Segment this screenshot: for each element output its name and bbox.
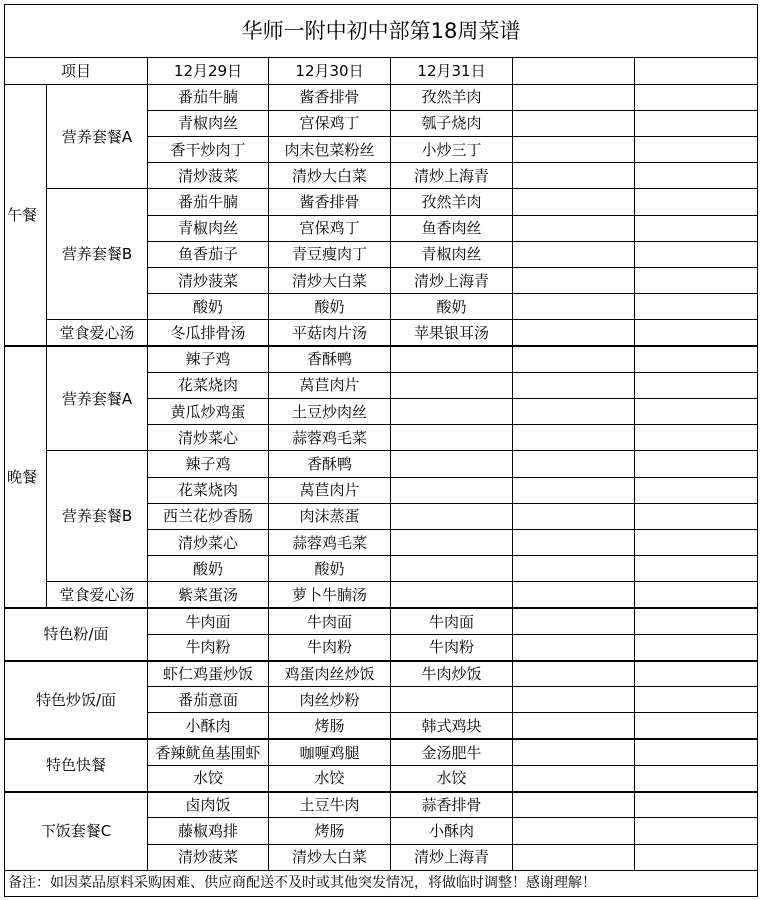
empty-cell (513, 556, 635, 582)
table-row (5, 5, 758, 58)
dish-cell: 土豆牛肉 (269, 792, 391, 818)
empty-cell (635, 765, 758, 791)
dish-cell: 小炒三丁 (391, 137, 513, 163)
section-label: 特色炒饭/面 (5, 661, 148, 740)
header-date: 12月29日 (148, 58, 269, 84)
empty-cell (513, 530, 635, 556)
dish-cell (391, 346, 513, 372)
empty-cell (635, 451, 758, 477)
dish-cell: 清炒大白菜 (269, 268, 391, 294)
table-row (5, 739, 758, 765)
dish-cell: 紫菜蛋汤 (148, 582, 269, 608)
empty-cell (513, 425, 635, 451)
dish-cell: 香干炒肉丁 (148, 137, 269, 163)
table-row (5, 58, 758, 84)
dish-cell: 牛肉炒饭 (391, 661, 513, 687)
dish-cell: 宫保鸡丁 (269, 110, 391, 136)
dish-cell: 青豆瘦肉丁 (269, 241, 391, 267)
dish-cell: 平菇肉片汤 (269, 320, 391, 346)
dish-cell: 藤椒鸡排 (148, 818, 269, 844)
empty-cell (635, 163, 758, 189)
table-row (5, 608, 758, 634)
header-date: 12月30日 (269, 58, 391, 84)
dish-cell: 牛肉粉 (269, 634, 391, 660)
section-label: 特色快餐 (5, 739, 148, 791)
dish-cell: 酸奶 (269, 294, 391, 320)
empty-cell (513, 320, 635, 346)
dish-cell: 鱼香肉丝 (391, 215, 513, 241)
dish-cell: 番茄牛腩 (148, 84, 269, 110)
empty-cell (635, 346, 758, 372)
dish-cell: 牛肉粉 (391, 634, 513, 660)
dish-cell: 牛肉面 (148, 608, 269, 634)
dish-cell: 香辣鱿鱼基围虾 (148, 739, 269, 765)
empty-cell (513, 661, 635, 687)
dish-cell: 瓠子烧肉 (391, 110, 513, 136)
empty-cell (635, 713, 758, 739)
set-label: 营养套餐A (47, 346, 148, 451)
weekly-menu-table (4, 4, 758, 897)
dish-cell: 酸奶 (269, 556, 391, 582)
header-date: 12月31日 (391, 58, 513, 84)
dish-cell: 虾仁鸡蛋炒饭 (148, 661, 269, 687)
empty-cell (513, 818, 635, 844)
table-row (5, 870, 758, 896)
dinner-label: 晚餐 (5, 346, 47, 608)
dish-cell (391, 687, 513, 713)
empty-cell (635, 399, 758, 425)
dish-cell: 牛肉粉 (148, 634, 269, 660)
empty-cell (513, 503, 635, 529)
dish-cell: 蒜蓉鸡毛菜 (269, 425, 391, 451)
dish-cell: 清炒菠菜 (148, 268, 269, 294)
dish-cell: 酱香排骨 (269, 189, 391, 215)
empty-cell (513, 215, 635, 241)
dish-cell: 烤肠 (269, 818, 391, 844)
table-row (5, 346, 758, 372)
table-row (5, 792, 758, 818)
dish-cell: 清炒上海青 (391, 163, 513, 189)
dish-cell: 青椒肉丝 (148, 215, 269, 241)
dish-cell: 辣子鸡 (148, 451, 269, 477)
dish-cell: 孜然羊肉 (391, 84, 513, 110)
empty-cell (635, 582, 758, 608)
dish-cell (391, 399, 513, 425)
empty-cell (513, 739, 635, 765)
empty-cell (635, 84, 758, 110)
dish-cell: 酸奶 (148, 556, 269, 582)
lunch-label: 午餐 (5, 84, 47, 346)
table-row (5, 320, 758, 346)
dish-cell: 清炒菠菜 (148, 844, 269, 870)
dish-cell: 青椒肉丝 (391, 241, 513, 267)
dish-cell: 孜然羊肉 (391, 189, 513, 215)
empty-cell (513, 372, 635, 398)
dish-cell: 水饺 (148, 765, 269, 791)
header-date (513, 58, 635, 84)
dish-cell: 青椒肉丝 (148, 110, 269, 136)
empty-cell (513, 687, 635, 713)
empty-cell (513, 477, 635, 503)
dish-cell: 牛肉面 (269, 608, 391, 634)
footnote: 备注：如因菜品原料采购困难、供应商配送不及时或其他突发情况，将做临时调整！感谢理解！ (5, 870, 758, 896)
dish-cell: 清炒大白菜 (269, 844, 391, 870)
dish-cell: 酸奶 (148, 294, 269, 320)
table-row (5, 451, 758, 477)
empty-cell (513, 582, 635, 608)
dish-cell: 肉丝炒粉 (269, 687, 391, 713)
dish-cell: 香酥鸭 (269, 346, 391, 372)
header-date (635, 58, 758, 84)
empty-cell (513, 163, 635, 189)
empty-cell (635, 792, 758, 818)
page-title: 华师一附中初中部第18周菜谱 (5, 5, 758, 58)
dish-cell: 清炒上海青 (391, 268, 513, 294)
empty-cell (635, 189, 758, 215)
empty-cell (635, 110, 758, 136)
set-label: 营养套餐A (47, 84, 148, 189)
empty-cell (635, 739, 758, 765)
empty-cell (635, 477, 758, 503)
dish-cell: 花菜烧肉 (148, 477, 269, 503)
empty-cell (513, 84, 635, 110)
dish-cell: 小酥肉 (148, 713, 269, 739)
dish-cell: 黄瓜炒鸡蛋 (148, 399, 269, 425)
dish-cell: 莴苣肉片 (269, 372, 391, 398)
dish-cell: 水饺 (391, 765, 513, 791)
dish-cell: 卤肉饭 (148, 792, 269, 818)
table-row (5, 582, 758, 608)
empty-cell (513, 189, 635, 215)
section-label: 特色粉/面 (5, 608, 148, 660)
empty-cell (513, 137, 635, 163)
empty-cell (513, 241, 635, 267)
section-label: 下饭套餐C (5, 792, 148, 871)
dish-cell: 肉末包菜粉丝 (269, 137, 391, 163)
soup-label: 堂食爱心汤 (47, 320, 148, 346)
empty-cell (635, 634, 758, 660)
empty-cell (635, 503, 758, 529)
dish-cell: 冬瓜排骨汤 (148, 320, 269, 346)
empty-cell (635, 320, 758, 346)
dish-cell (391, 372, 513, 398)
empty-cell (635, 687, 758, 713)
dish-cell (391, 451, 513, 477)
empty-cell (513, 792, 635, 818)
dish-cell: 酸奶 (391, 294, 513, 320)
dish-cell: 苹果银耳汤 (391, 320, 513, 346)
empty-cell (513, 634, 635, 660)
table-row (5, 189, 758, 215)
dish-cell (391, 477, 513, 503)
dish-cell: 蒜香排骨 (391, 792, 513, 818)
empty-cell (635, 425, 758, 451)
dish-cell: 番茄意面 (148, 687, 269, 713)
dish-cell (391, 530, 513, 556)
dish-cell: 辣子鸡 (148, 346, 269, 372)
empty-cell (513, 765, 635, 791)
empty-cell (513, 268, 635, 294)
dish-cell: 萝卜牛腩汤 (269, 582, 391, 608)
empty-cell (513, 608, 635, 634)
dish-cell (391, 582, 513, 608)
empty-cell (513, 294, 635, 320)
empty-cell (635, 372, 758, 398)
dish-cell: 肉沫蒸蛋 (269, 503, 391, 529)
dish-cell: 蒜蓉鸡毛菜 (269, 530, 391, 556)
dish-cell: 清炒菜心 (148, 530, 269, 556)
table-row (5, 84, 758, 110)
dish-cell: 小酥肉 (391, 818, 513, 844)
empty-cell (635, 818, 758, 844)
empty-cell (513, 451, 635, 477)
empty-cell (635, 215, 758, 241)
empty-cell (635, 268, 758, 294)
table-row (5, 661, 758, 687)
dish-cell: 清炒菠菜 (148, 163, 269, 189)
dish-cell: 酱香排骨 (269, 84, 391, 110)
set-label: 营养套餐B (47, 189, 148, 320)
empty-cell (635, 294, 758, 320)
dish-cell: 鱼香茄子 (148, 241, 269, 267)
dish-cell: 清炒菜心 (148, 425, 269, 451)
empty-cell (513, 399, 635, 425)
empty-cell (635, 556, 758, 582)
dish-cell: 土豆炒肉丝 (269, 399, 391, 425)
dish-cell: 牛肉面 (391, 608, 513, 634)
dish-cell (391, 556, 513, 582)
empty-cell (513, 346, 635, 372)
dish-cell: 水饺 (269, 765, 391, 791)
empty-cell (513, 110, 635, 136)
dish-cell (391, 425, 513, 451)
dish-cell: 香酥鸭 (269, 451, 391, 477)
empty-cell (513, 844, 635, 870)
empty-cell (635, 137, 758, 163)
dish-cell: 韩式鸡块 (391, 713, 513, 739)
header-item: 项目 (5, 58, 148, 84)
dish-cell: 清炒大白菜 (269, 163, 391, 189)
dish-cell: 清炒上海青 (391, 844, 513, 870)
dish-cell: 花菜烧肉 (148, 372, 269, 398)
dish-cell: 莴苣肉片 (269, 477, 391, 503)
empty-cell (635, 844, 758, 870)
set-label: 营养套餐B (47, 451, 148, 582)
empty-cell (635, 530, 758, 556)
empty-cell (635, 241, 758, 267)
soup-label: 堂食爱心汤 (47, 582, 148, 608)
empty-cell (635, 661, 758, 687)
dish-cell: 宫保鸡丁 (269, 215, 391, 241)
dish-cell: 西兰花炒香肠 (148, 503, 269, 529)
dish-cell: 烤肠 (269, 713, 391, 739)
empty-cell (635, 608, 758, 634)
dish-cell: 番茄牛腩 (148, 189, 269, 215)
dish-cell: 咖喱鸡腿 (269, 739, 391, 765)
dish-cell: 鸡蛋肉丝炒饭 (269, 661, 391, 687)
dish-cell (391, 503, 513, 529)
empty-cell (513, 713, 635, 739)
dish-cell: 金汤肥牛 (391, 739, 513, 765)
